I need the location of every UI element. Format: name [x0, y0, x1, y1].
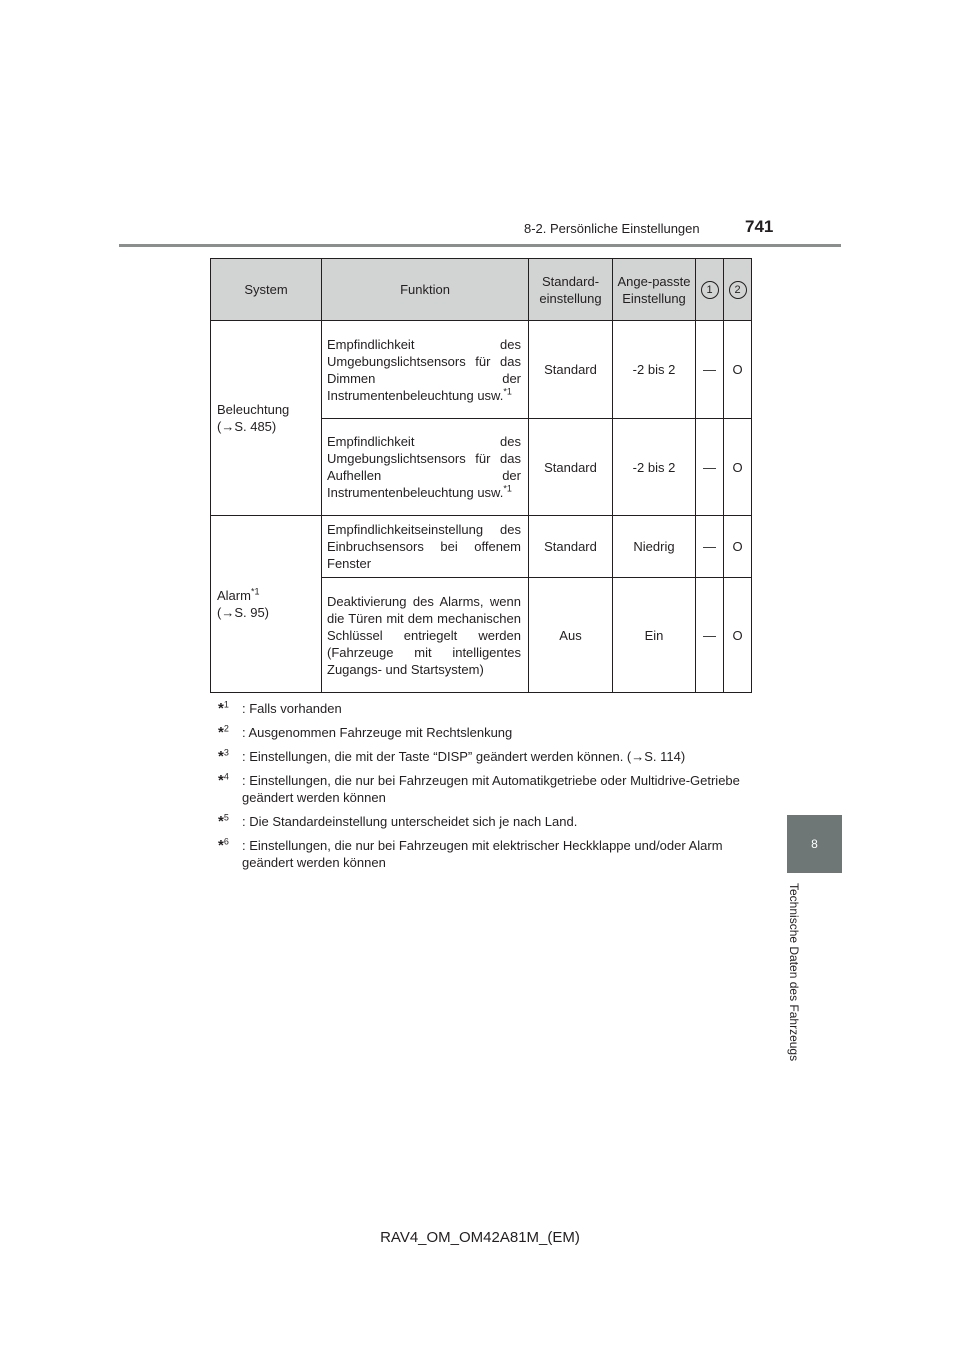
footnote-item [218, 748, 745, 765]
footnote-reference: *1 [503, 483, 512, 494]
col2-value: O [724, 419, 752, 516]
header-section-title: 8-2. Persönliche Einstellungen [524, 221, 700, 236]
footnote-reference: *1 [250, 586, 260, 597]
system-reference: (→S. 485) [217, 419, 277, 434]
system-name: Alarm [217, 588, 251, 603]
function-text: Deaktivierung des Alarms, wenn die Türen mit dem mechanischen Schlüssel entriegelt werden (Fahrzeuge mit intelligentes Zugangs- und Startsystem) [327, 593, 521, 677]
col1-value: — [696, 419, 724, 516]
header-function: Funktion [322, 259, 529, 321]
table-row [211, 516, 752, 578]
footnotes [218, 700, 745, 878]
function-cell [322, 516, 529, 578]
function-cell [322, 321, 529, 419]
col1-value: — [696, 321, 724, 419]
function-text: Empfindlichkeit des Umgebungslichtsensors für das Dimmen der Instrumentenbeleuchtung usw. [327, 336, 521, 403]
header-default: Standard-einstellung [529, 259, 613, 321]
page-number: 741 [745, 217, 774, 236]
function-text: Empfindlichkeit des Umgebungslichtsensors für das Aufhellen der Instrumentenbeleuchtung usw. [327, 434, 521, 500]
footnote-text: : Einstellungen, die nur bei Fahrzeugen mit elektrischer Heckklappe und/oder Alarm geändert werden können [242, 838, 723, 870]
default-value: Standard [529, 419, 613, 516]
footnote-text: : Einstellungen, die mit der Taste “DISP” geändert werden können. (→S. 114) [242, 749, 686, 764]
function-cell [322, 419, 529, 516]
footnote-text: : Einstellungen, die nur bei Fahrzeugen mit Automatikgetriebe oder Multidrive-Getriebe geändert werden können [242, 773, 740, 805]
system-cell [211, 516, 322, 693]
footnote-mark: *$^5$ [218, 812, 229, 830]
custom-value: -2 bis 2 [613, 321, 696, 419]
footnote-reference: *1 [503, 386, 512, 397]
custom-value: -2 bis 2 [613, 419, 696, 516]
col2-value: O [724, 578, 752, 693]
footnote-mark: *$^1$ [218, 699, 229, 717]
default-value: Standard [529, 516, 613, 578]
circled-1-icon: 1 [701, 281, 719, 299]
footnote-item [218, 700, 745, 717]
chapter-title: Technische Daten des Fahrzeugs [787, 883, 801, 1062]
footnote-mark: *$^2$ [218, 723, 229, 741]
col1-value: — [696, 516, 724, 578]
col1-value: — [696, 578, 724, 693]
settings-table [210, 258, 752, 693]
footnote-mark: *$^3$ [218, 747, 229, 765]
default-value: Standard [529, 321, 613, 419]
circled-2-icon: 2 [729, 281, 747, 299]
chapter-tab: 8 [787, 815, 842, 873]
footnote-item [218, 813, 745, 830]
header-system: System [211, 259, 322, 321]
header-col2 [724, 259, 752, 321]
footnote-text: : Falls vorhanden [242, 701, 342, 716]
header-divider [119, 244, 841, 247]
table-row [211, 321, 752, 419]
system-reference: (→S. 95) [217, 605, 270, 620]
footnote-mark: *$^6$ [218, 836, 229, 854]
footnote-text: : Ausgenommen Fahrzeuge mit Rechtslenkung [242, 725, 513, 740]
document-code-footer: RAV4_OM_OM42A81M_(EM) [380, 1229, 580, 1246]
footnote-text: : Die Standardeinstellung unterscheidet sich je nach Land. [242, 814, 578, 829]
header-col1 [696, 259, 724, 321]
default-value: Aus [529, 578, 613, 693]
footnote-item [218, 837, 745, 871]
custom-value: Ein [613, 578, 696, 693]
table-header-row [211, 259, 752, 321]
function-text: Empfindlichkeitseinstellung des Einbruchsensors bei offenem Fenster [327, 522, 521, 571]
header-custom: Ange-passte Einstellung [613, 259, 696, 321]
footnote-item [218, 772, 745, 806]
footnote-mark: *$^4$ [218, 771, 229, 789]
footnote-item [218, 724, 745, 741]
function-cell [322, 578, 529, 693]
system-cell [211, 321, 322, 516]
col2-value: O [724, 321, 752, 419]
system-name: Beleuchtung [217, 402, 290, 417]
custom-value: Niedrig [613, 516, 696, 578]
col2-value: O [724, 516, 752, 578]
